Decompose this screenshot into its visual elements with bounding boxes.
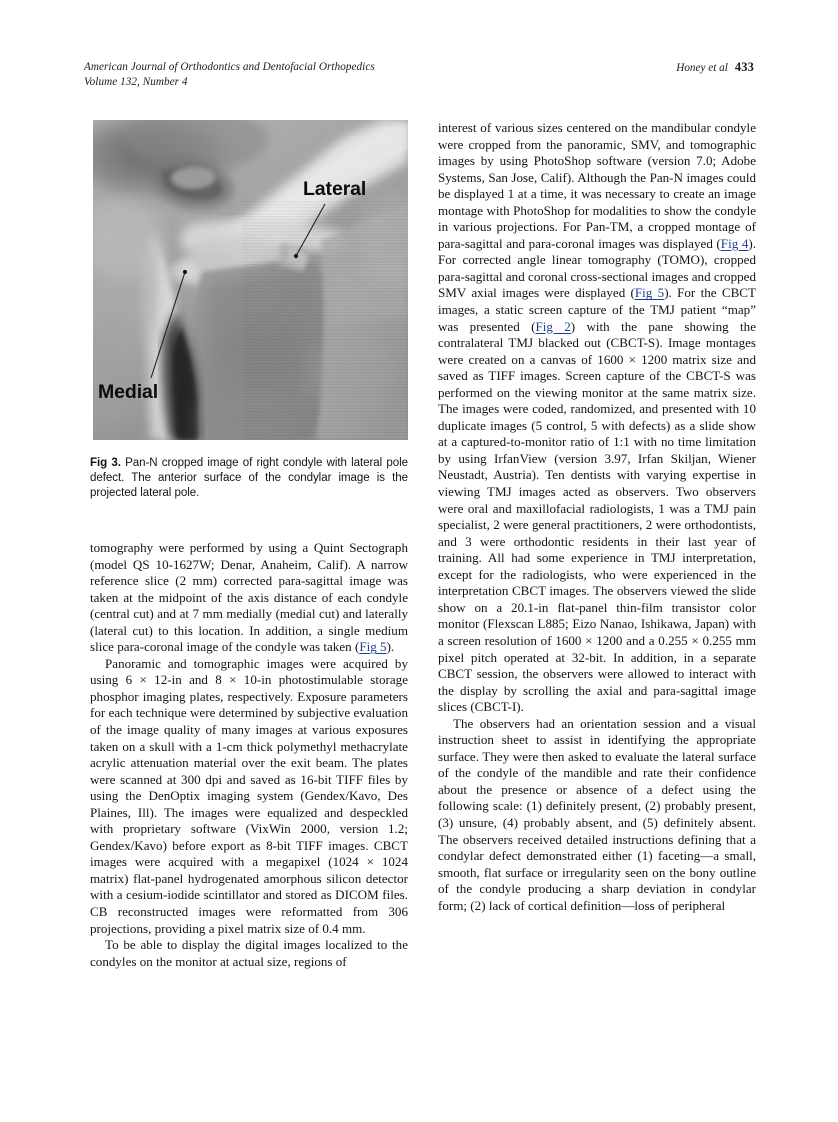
figure-3 [93,120,408,440]
figure-label-medial: Medial [98,381,159,403]
journal-name: American Journal of Orthodontics and Dentofacial Orthopedics [84,61,375,73]
authors-running-head: Honey et al [676,62,728,74]
journal-title [84,60,375,89]
figure-3-caption [90,456,408,501]
page-number: 433 [734,60,754,74]
paragraph-text: tomography were performed by using a Quint Sectograph (model QS 10-1627W; Denar, Anaheim, Calif). A narrow reference slice (2 mm) corrected para-sagittal image was taken at the midpoint of the axis distance of each condyle (central cut) and at 7 mm medially (medial cut) and laterally (lateral cut) to this location. In addition, a single medium slice para-coronal image of the condyle was taken ( [90,540,408,655]
figure-reference-link[interactable]: Fig 4 [720,235,749,251]
paragraph [90,656,408,937]
left-column [90,540,408,970]
figure-label-lateral: Lateral [303,178,367,200]
paragraph-text: ). [386,639,395,655]
paragraph-text: The observers had an orientation session and a visual instruction sheet to assist in identifying the appropriate surface. They were then asked to evaluate the lateral surface of the condyle of the mandible and rate their confidence about the presence or absence of a defect using the following scale: (1) definitely present, (2) probably present, (3) unsure, (4) probably absent, and (5) definitely absent. The observers received detailed instructions defining that a condylar defect demonstrated either (1) faceting—a small, smooth, flat surface or irregularity seen on the bony outline of the condyle producing a sharp deviation in condylar form; (2) lack of cortical definition—loss of peripheral [438,715,756,913]
paragraph [438,120,756,716]
paragraph [438,716,756,915]
paragraph-text: ) with the pane showing the contralateral TMJ blacked out (CBCT-S). Image montages were created on a canvas of 1600 × 1200 matrix size and saved as TIFF images. Screen capture of the CBCT-S was performed on the viewing monitor at the same matrix size. The images were coded, randomized, and presented with 10 duplicate images (5 control, 5 with defects) as a slide show at a captured-to-monitor ratio of 1:1 with no time limitation by using IrfanView (version 3.97, Irfan Skiljan, Wiener Neustadt, Austria). Ten dentists with varying expertise in viewing TMJ images acted as observers. Two observers were oral and maxillofacial radiologists, 1 was a TMJ pain specialist, 2 were general practitioners, 2 were orthodontists, and 3 were orthodontic residents in their last year of training. All had some experience in TMJ interpretation, except for the radiologists, who were experienced in the interpretation CBCT images. The observers viewed the slide show on a 20.1-in flat-panel thin-film transistor color monitor (Flexscan L885; Eizo Nanao, Ishikawa, Japan) with a screen resolution of 1600 × 1200 and a 0.255 × 0.255 mm pixel pitch operated at 32-bit. In addition, in a separate CBCT session, the observers were allowed to interact with the display by scrolling the axial and para-sagittal image slices (CBCT-I). [438,318,756,715]
caption-text: Pan-N cropped image of right condyle with lateral pole defect. The anterior surface of the condylar image is the projected lateral pole. [90,457,408,499]
figure-reference-link[interactable]: Fig 2 [535,318,571,334]
paragraph-text: Panoramic and tomographic images were acquired by using 6 × 12-in and 8 × 10-in photostimulable storage phosphor imaging plates, respectively. Exposure parameters for each technique were determined by subjective evaluation of the image quality of many images at various exposures taken on a skull with a 1-cm thick polymethyl methacrylate acrylic attenuation material over the exit beam. The plates were scanned at 300 dpi and saved as 16-bit TIFF files by using the DenOptix imaging system (Gendex/Kavo, Des Plaines, Ill). The images were equalized and despeckled with proprietary software (VixWin 2000, version 1.2; Gendex/Kavo) before export as 8-bit TIFF images. CBCT images were acquired with a megapixel (1024 × 1024 matrix) flat-panel hydrogenated amorphous silicon detector with a cesium-iodide scintillator and stored as DICOM files. CB reconstructed images were reformatted from 306 projections, providing a pixel matrix size of 0.4 mm. [90,655,408,936]
running-head [84,60,754,94]
caption-label: Fig 3. [90,457,121,469]
running-head-right [676,60,754,76]
paragraph [90,540,408,656]
paragraph-text: ). For the CBCT images, a static screen capture of the TMJ patient “map” was presented ( [438,285,756,334]
paragraph [90,937,408,970]
paragraph-text: interest of various sizes centered on the mandibular condyle were cropped from the panoramic, SMV, and tomographic images by using PhotoShop software (version 7.0; Adobe Systems, San Jose, Calif). Although the Pan-N images could be displayed 1 at a time, it was necessary to create an image montage with PhotoShop for modalities to show the condyle in various projections. For Pan-TM, a cropped montage of para-sagittal and para-coronal images was displayed ( [438,120,756,251]
paragraph-text: To be able to display the digital images localized to the condyles on the monitor at actual size, regions of [90,937,408,969]
figure-reference-link[interactable]: Fig 5 [634,285,665,301]
journal-volume-issue: Volume 132, Number 4 [84,75,188,88]
right-column [438,120,756,914]
figure-reference-link[interactable]: Fig 5 [359,639,387,655]
paragraph-text: ). For corrected angle linear tomography (TOMO), cropped para-sagittal and coronal cross-sectional images and cropped SMV axial images were displayed ( [438,235,756,301]
